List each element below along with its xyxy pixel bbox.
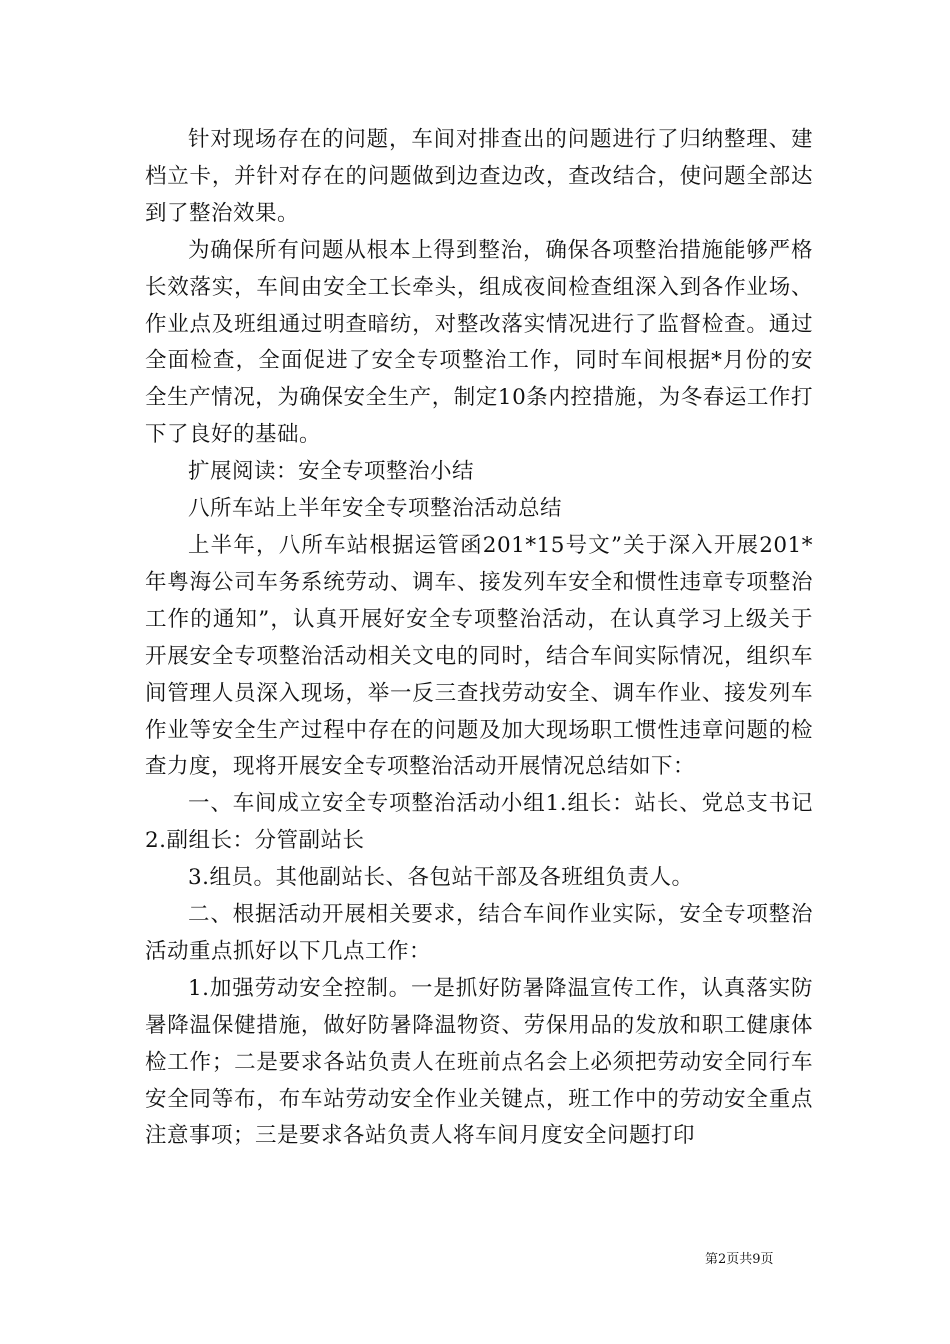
section-2-item-1: 1.加强劳动安全控制。一是抓好防暑降温宣传工作，认真落实防暑降温保健措施，做好防暑降温物资、劳保用品的发放和职工健康体检工作；二是要求各站负责人在班前点名会上必须把劳动安全同行车安全同等布，布车站劳动安全作业关键点，班工作中的劳动安全重点注意事项；三是要求各站负责人将车间月度安全问题打印	[145, 975, 813, 1149]
document-body	[145, 122, 813, 1155]
paragraph-1: 针对现场存在的问题，车间对排查出的问题进行了归纳整理、建档立卡，并针对存在的问题做到边查边改，查改结合，使问题全部达到了整治效果。	[145, 127, 813, 226]
extended-reading-heading: 扩展阅读：安全专项整治小结	[188, 459, 475, 485]
paragraph-2: 为确保所有问题从根本上得到整治，确保各项整治措施能够严格长效落实，车间由安全工长牵头，组成夜间检查组深入到各作业场、作业点及班组通过明查暗纺，对整改落实情况进行了监督检查。通过全面检查，全面促进了安全专项整治工作，同时车间根据*月份的安全生产情况，为确保安全生产，制定10条内控措施，为冬春运工作打下了良好的基础。	[145, 237, 813, 448]
section-2: 二、根据活动开展相关要求，结合车间作业实际，安全专项整治活动重点抓好以下几点工作：	[145, 902, 813, 964]
summary-title: 八所车站上半年安全专项整治活动总结	[188, 496, 563, 522]
section-1-members: 3.组员。其他副站长、各包站干部及各班组负责人。	[188, 865, 694, 891]
page-number: 第2页共9页	[705, 1252, 774, 1267]
section-1: 一、车间成立安全专项整治活动小组1.组长：站长、党总支书记2.副组长：分管副站长	[145, 791, 813, 854]
paragraph-intro: 上半年，八所车站根据运管函201*15号文”关于深入开展201*年粤海公司车务系统劳动、调车、接发列车安全和惯性违章专项整治工作的通知”，认真开展好安全专项整治活动，在认真学习上级关于开展安全专项整治活动相关文电的同时，结合车间实际情况，组织车间管理人员深入现场，举一反三查找劳动安全、调车作业、接发列车作业等安全生产过程中存在的问题及加大现场职工惯性违章问题的检查力度，现将开展安全专项整治活动开展情况总结如下：	[145, 532, 813, 780]
